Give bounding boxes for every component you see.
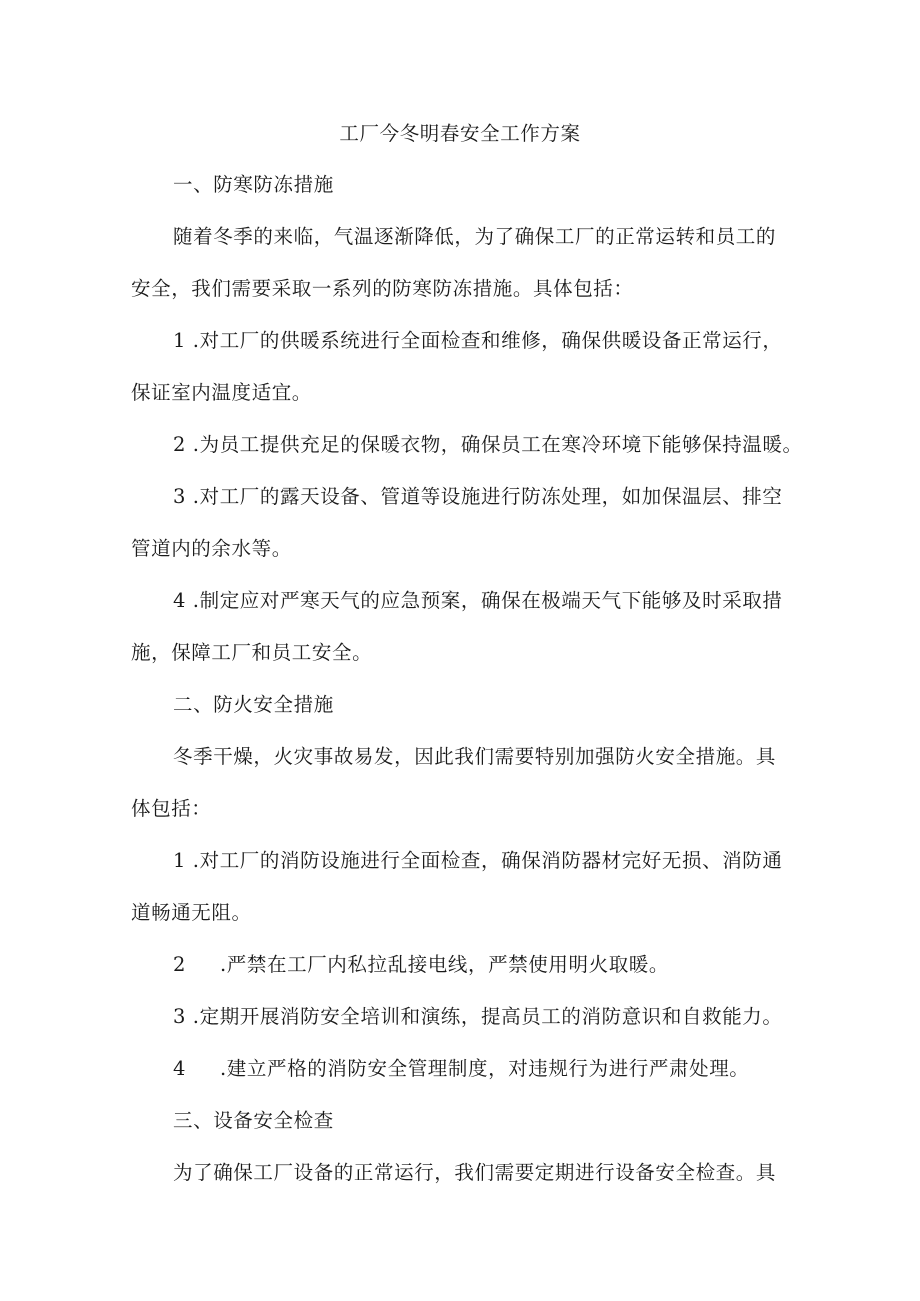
list-item-line: 3 .定期开展消防安全培训和演练，提高员工的消防意识和自救能力。 xyxy=(173,1005,783,1028)
list-item-line: 1 .对工厂的消防设施进行全面检查，确保消防器材完好无损、消防通 xyxy=(173,849,783,872)
section-heading: 一、防寒防冻措施 xyxy=(173,173,334,196)
paragraph-line: 安全，我们需要采取一系列的防寒防冻措施。具体包括： xyxy=(131,277,634,300)
list-item-line: 2 .为员工提供充足的保暖衣物，确保员工在寒冷环境下能够保持温暖。 xyxy=(173,433,803,456)
list-item-line: 3 .对工厂的露天设备、管道等设施进行防冻处理，如加保温层、排空 xyxy=(173,485,783,508)
paragraph-line: 随着冬季的来临，气温逐渐降低，为了确保工厂的正常运转和员工的 xyxy=(173,225,777,248)
paragraph-line: 为了确保工厂设备的正常运行，我们需要定期进行设备安全检查。具 xyxy=(173,1161,777,1184)
list-item-line: 2 .严禁在工厂内私拉乱接电线，严禁使用明火取暖。 xyxy=(173,953,669,976)
list-item-line: 施，保障工厂和员工安全。 xyxy=(131,641,373,664)
section-heading: 二、防火安全措施 xyxy=(173,693,334,716)
list-item-line: 1 .对工厂的供暖系统进行全面检查和维修，确保供暖设备正常运行， xyxy=(173,329,783,352)
section-heading: 三、设备安全检查 xyxy=(173,1109,334,1132)
list-item-line: 4 .建立严格的消防安全管理制度，对违规行为进行严肃处理。 xyxy=(173,1057,750,1080)
list-item-line: 道畅通无阻。 xyxy=(131,901,252,924)
document-title: 工厂今冬明春安全工作方案 xyxy=(339,122,581,145)
list-item-line: 管道内的余水等。 xyxy=(131,537,292,560)
list-item-line: 4 .制定应对严寒天气的应急预案，确保在极端天气下能够及时采取措 xyxy=(173,589,783,612)
list-item-line: 保证室内温度适宜。 xyxy=(131,381,312,404)
paragraph-line: 冬季干燥，火灾事故易发，因此我们需要特别加强防火安全措施。具 xyxy=(173,745,777,768)
paragraph-line: 体包括： xyxy=(131,797,212,820)
